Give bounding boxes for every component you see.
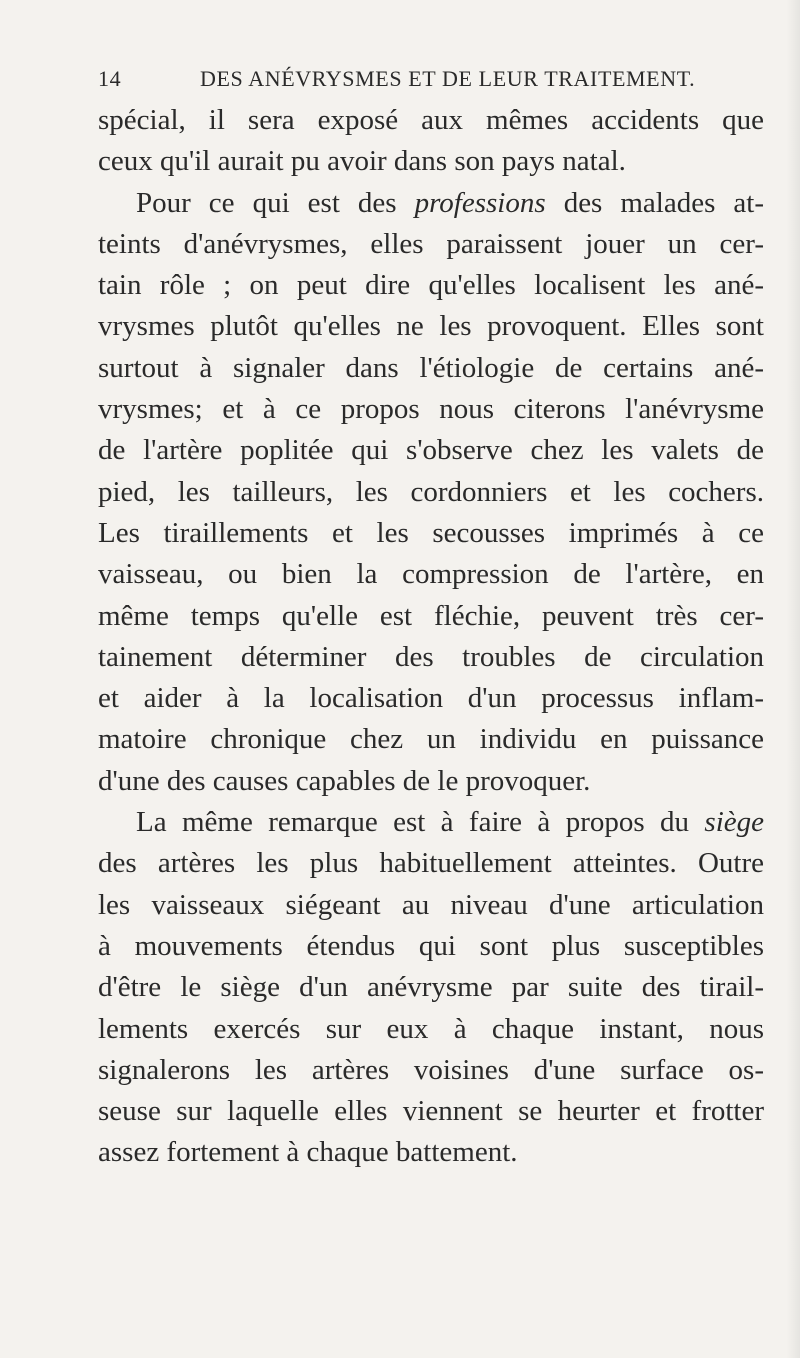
text-segment: Pour ce qui est des: [136, 186, 397, 219]
text-line: vrysmes plutôt qu'elles ne les provoquent. Elles sont: [98, 310, 764, 343]
text-line: de l'artère poplitée qui s'observe chez les valets de: [98, 434, 764, 467]
text-line: lements exercés sur eux à chaque instant, nous: [98, 1012, 764, 1045]
text-segment: des malades at-: [563, 186, 764, 219]
text-line: [98, 802, 764, 843]
text-line: des artères les plus habituellement atteintes. Outre: [98, 847, 764, 880]
text-line: teints d'anévrysmes, elles paraissent jouer un cer-: [98, 227, 764, 260]
italic-term-professions: professions: [414, 186, 546, 219]
page-edge-shadow: [786, 0, 800, 1358]
text-line: les vaisseaux siégeant au niveau d'une articulation: [98, 888, 764, 921]
text-line: d'une des causes capables de le provoquer.: [98, 764, 591, 797]
text-line: seuse sur laquelle elles viennent se heurter et frotter: [98, 1095, 764, 1128]
text-line: [98, 183, 764, 224]
text-line: pied, les tailleurs, les cordonniers et les cochers.: [98, 475, 764, 508]
text-line: et aider à la localisation d'un processus inflam-: [98, 682, 764, 715]
text-line: assez fortement à chaque battement.: [98, 1136, 518, 1169]
text-line: matoire chronique chez un individu en puissance: [98, 723, 764, 756]
italic-term-siege: siège: [704, 806, 764, 839]
text-line: vaisseau, ou bien la compression de l'artère, en: [98, 558, 764, 591]
text-line: Les tiraillements et les secousses imprimés à ce: [98, 516, 764, 549]
text-line: à mouvements étendus qui sont plus susceptibles: [98, 929, 764, 962]
text-line: signalerons les artères voisines d'une surface os-: [98, 1053, 764, 1086]
text-line: tain rôle ; on peut dire qu'elles localisent les ané-: [98, 269, 764, 302]
text-line: d'être le siège d'un anévrysme par suite des tirail-: [98, 971, 764, 1004]
running-head: [98, 66, 738, 100]
text-line: même temps qu'elle est fléchie, peuvent très cer-: [98, 599, 764, 632]
page-number: 14: [98, 66, 122, 91]
running-title: DES ANÉVRYSMES ET DE LEUR TRAITEMENT.: [200, 66, 696, 91]
text-line: tainement déterminer des troubles de circulation: [98, 640, 764, 673]
text-line: ceux qu'il aurait pu avoir dans son pays natal.: [98, 145, 626, 178]
text-line: vrysmes; et à ce propos nous citerons l'anévrysme: [98, 393, 764, 426]
text-segment: La même remarque est à faire à propos du: [136, 806, 690, 839]
text-line: spécial, il sera exposé aux mêmes accidents que: [98, 104, 764, 136]
text-line: surtout à signaler dans l'étiologie de certains ané-: [98, 351, 764, 384]
body-text: [98, 100, 764, 1174]
